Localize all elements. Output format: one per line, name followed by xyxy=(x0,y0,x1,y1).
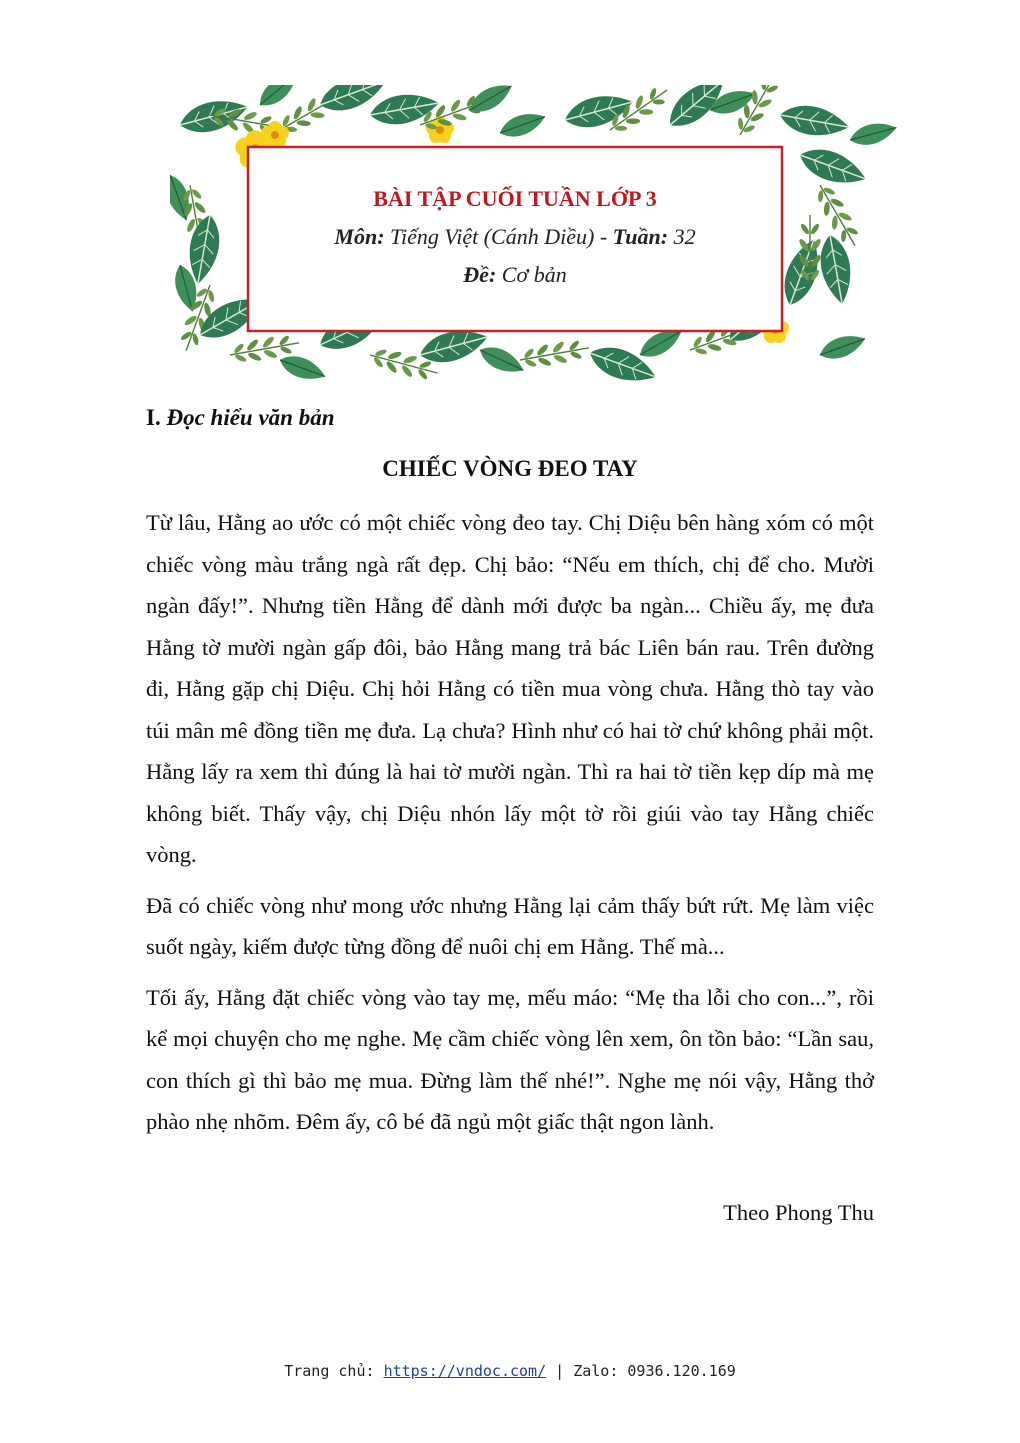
story-paragraph-3: Tối ấy, Hằng đặt chiếc vòng vào tay mẹ, mếu máo: “Mẹ tha lỗi cho con...”, rồi kể mọi chuyện cho mẹ nghe. Mẹ cầm chiếc vòng lên xem, ôn tồn bảo: “Lần sau, con thích gì thì bảo mẹ mua. Đừng làm thế nhé!”. Nghe mẹ nói vậy, Hằng thở phào nhẹ nhõm. Đêm ấy, cô bé đã ngủ một giấc thật ngon lành. xyxy=(146,984,874,1134)
level-line xyxy=(248,262,782,288)
worksheet-title: BÀI TẬP CUỐI TUẦN LỚP 3 xyxy=(373,186,657,211)
subject-label: Môn: xyxy=(334,224,385,249)
footer-home-label: Trang chủ: xyxy=(284,1362,384,1380)
title-box xyxy=(248,146,782,330)
subject-line xyxy=(248,224,782,250)
footer-home-link[interactable]: https://vndoc.com/ xyxy=(383,1362,547,1380)
story-body xyxy=(146,502,874,1152)
week-value: 32 xyxy=(668,224,696,249)
subject-value: Tiếng Việt (Cánh Diều) - xyxy=(384,224,613,249)
section-title: Đọc hiểu văn bản xyxy=(166,405,335,430)
section-number: I. xyxy=(146,405,161,430)
story-paragraph-1: Từ lâu, Hằng ao ước có một chiếc vòng đeo tay. Chị Diệu bên hàng xóm có một chiếc vòng màu trắng ngà rất đẹp. Chị bảo: “Nếu em thích, chị để cho. Mười ngàn đấy!”. Nhưng tiền Hằng để dành mới được ba ngàn... Chiều ấy, mẹ đưa Hằng tờ mười ngàn gấp đôi, bảo Hằng mang trả bác Liên bán rau. Trên đường đi, Hằng gặp chị Diệu. Chị hỏi Hằng có tiền mua vòng chưa. Hằng thò tay vào túi mân mê đồng tiền mẹ đưa. Lạ chưa? Hình như có hai tờ chứ không phải một. Hằng lấy ra xem thì đúng là hai tờ mười ngàn. Thì ra hai tờ tiền kẹp díp mà mẹ không biết. Thấy vậy, chị Diệu nhón lấy một tờ rồi giúi vào tay Hằng chiếc vòng. xyxy=(146,510,874,867)
story-title: CHIẾC VÒNG ĐEO TAY xyxy=(382,456,638,481)
page-footer xyxy=(0,1362,1020,1380)
week-label: Tuần: xyxy=(612,224,669,249)
footer-zalo: Zalo: 0936.120.169 xyxy=(573,1362,736,1380)
level-value: Cơ bản xyxy=(496,262,567,287)
level-label: Đề: xyxy=(463,262,497,287)
section-heading xyxy=(146,405,335,431)
story-author: Theo Phong Thu xyxy=(723,1200,874,1225)
footer-separator: | xyxy=(546,1362,574,1380)
story-paragraph-2: Đã có chiếc vòng như mong ước nhưng Hằng lại cảm thấy bứt rứt. Mẹ làm việc suốt ngày, kiếm được từng đồng để nuôi chị em Hằng. Thế mà... xyxy=(146,892,874,959)
